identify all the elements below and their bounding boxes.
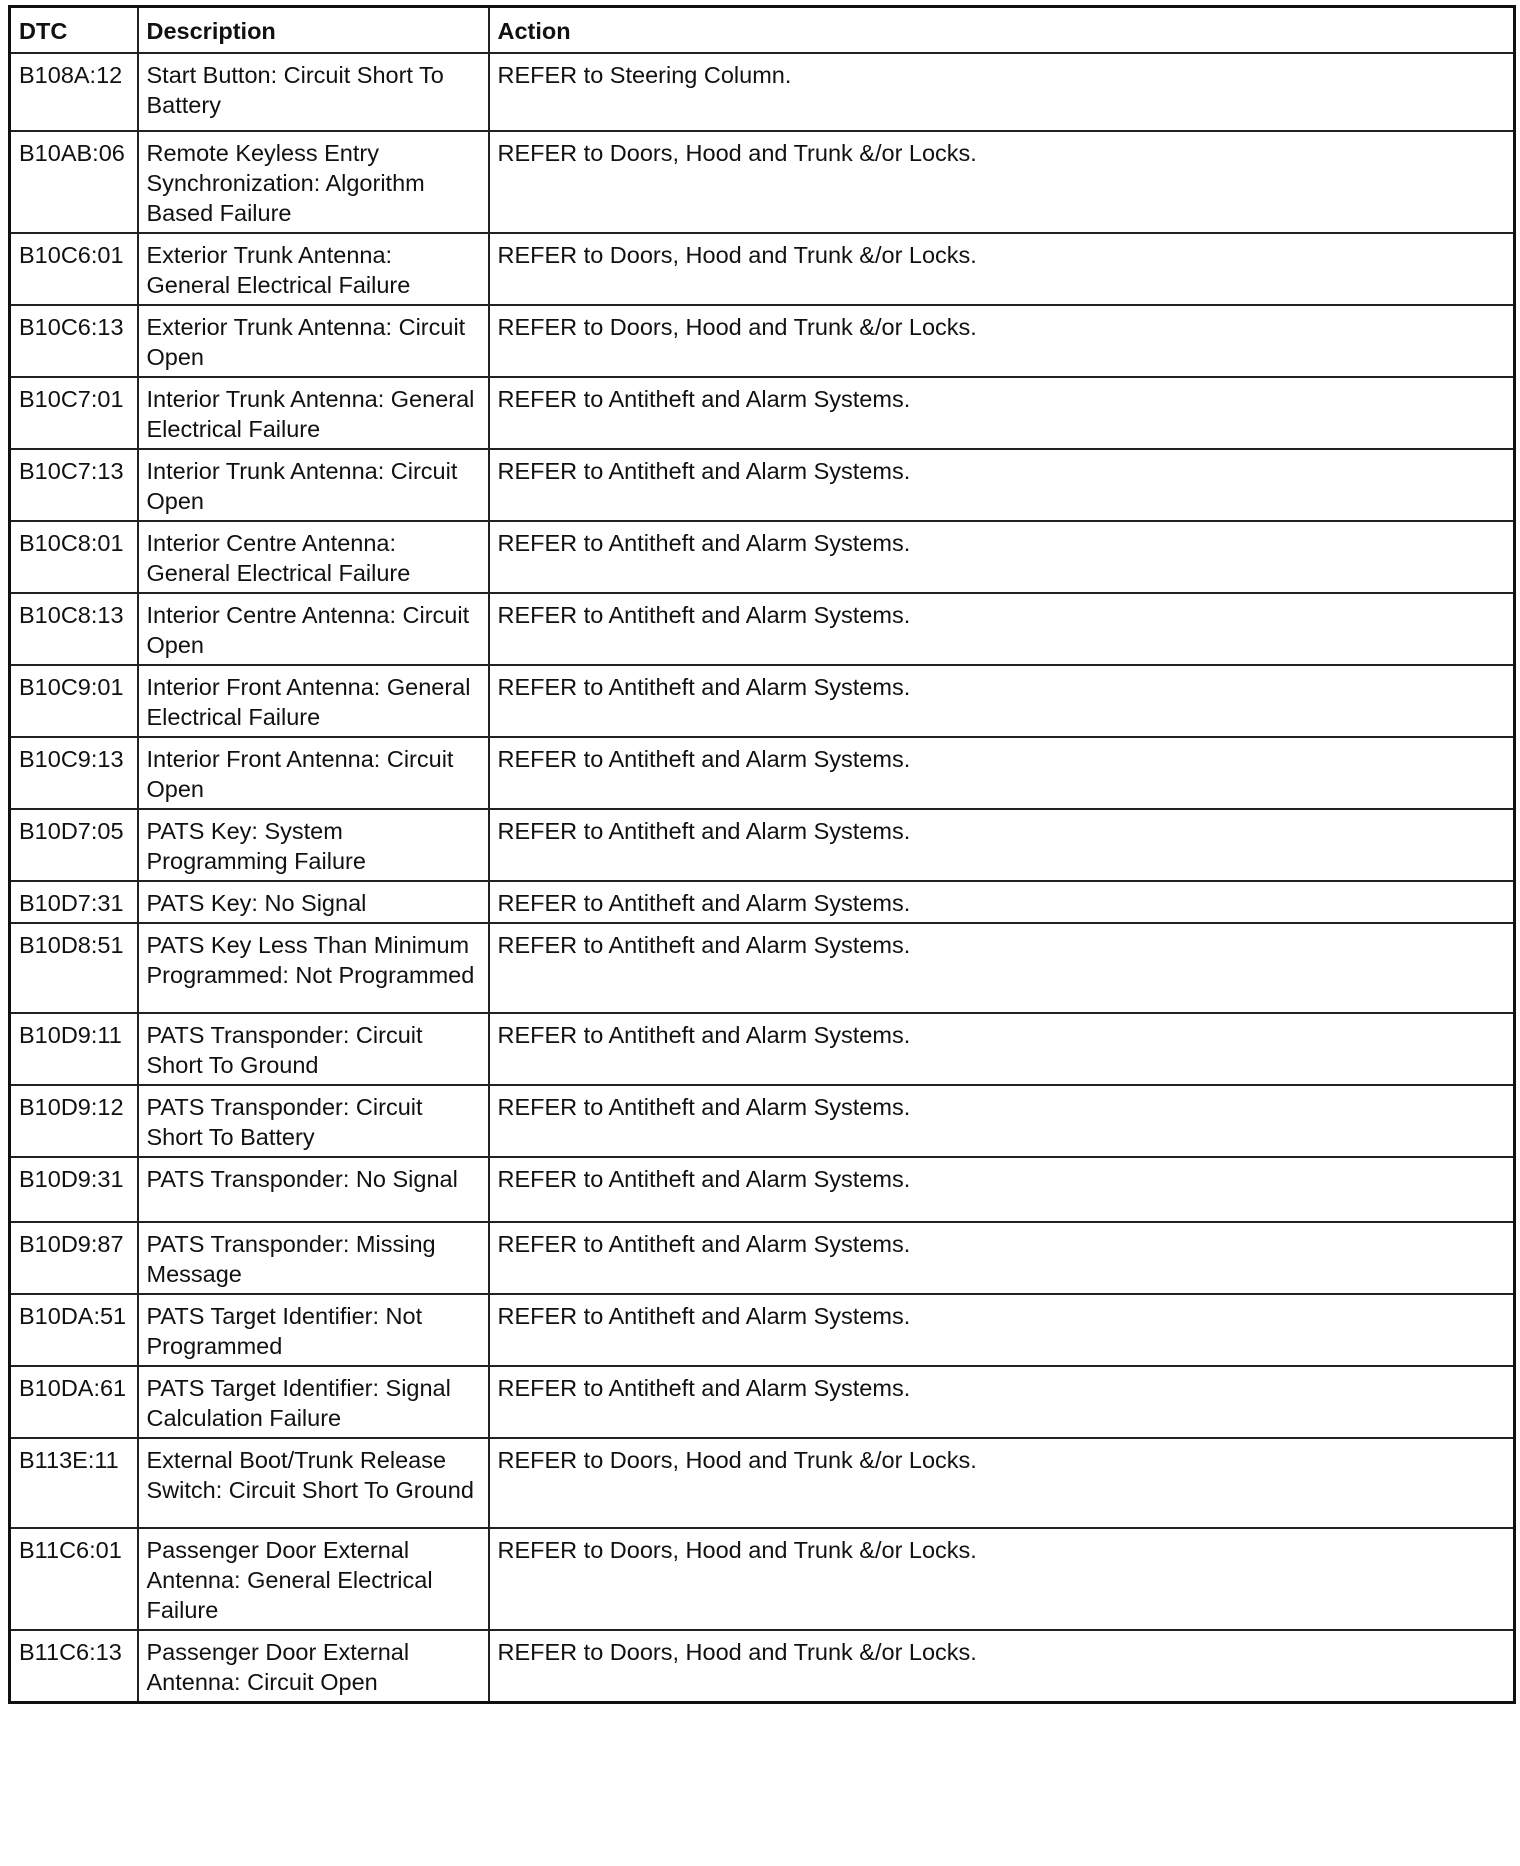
description-cell: PATS Key: System Programming Failure (138, 809, 489, 881)
dtc-cell: B10D8:51 (10, 923, 138, 1013)
table-row (10, 1085, 1515, 1157)
dtc-cell: B108A:12 (10, 53, 138, 131)
dtc-cell: B10D9:11 (10, 1013, 138, 1085)
table-body (10, 53, 1515, 1703)
description-cell: Interior Centre Antenna: Circuit Open (138, 593, 489, 665)
dtc-cell: B113E:11 (10, 1438, 138, 1528)
table-row (10, 593, 1515, 665)
dtc-cell: B10C7:01 (10, 377, 138, 449)
table-row (10, 449, 1515, 521)
action-cell: REFER to Doors, Hood and Trunk &/or Locks. (489, 233, 1515, 305)
table-row (10, 233, 1515, 305)
table-row (10, 1294, 1515, 1366)
action-cell: REFER to Antitheft and Alarm Systems. (489, 1222, 1515, 1294)
action-cell: REFER to Antitheft and Alarm Systems. (489, 881, 1515, 923)
dtc-cell: B10D7:31 (10, 881, 138, 923)
table-row (10, 1013, 1515, 1085)
table-row (10, 521, 1515, 593)
dtc-cell: B10D9:31 (10, 1157, 138, 1222)
action-cell: REFER to Doors, Hood and Trunk &/or Locks. (489, 131, 1515, 233)
description-cell: PATS Transponder: No Signal (138, 1157, 489, 1222)
description-cell: Interior Centre Antenna: General Electrical Failure (138, 521, 489, 593)
dtc-cell: B11C6:01 (10, 1528, 138, 1630)
action-cell: REFER to Antitheft and Alarm Systems. (489, 593, 1515, 665)
description-cell: PATS Key: No Signal (138, 881, 489, 923)
table-row (10, 923, 1515, 1013)
description-cell: Passenger Door External Antenna: Circuit Open (138, 1630, 489, 1703)
column-header-dtc: DTC (10, 7, 138, 54)
description-cell: PATS Transponder: Circuit Short To Ground (138, 1013, 489, 1085)
table-row (10, 377, 1515, 449)
table-row (10, 53, 1515, 131)
dtc-cell: B10C6:01 (10, 233, 138, 305)
description-cell: Start Button: Circuit Short To Battery (138, 53, 489, 131)
dtc-cell: B10C9:13 (10, 737, 138, 809)
dtc-cell: B10DA:51 (10, 1294, 138, 1366)
table-row (10, 665, 1515, 737)
description-cell: Interior Trunk Antenna: General Electrical Failure (138, 377, 489, 449)
action-cell: REFER to Doors, Hood and Trunk &/or Locks. (489, 1438, 1515, 1528)
dtc-cell: B10C7:13 (10, 449, 138, 521)
description-cell: PATS Target Identifier: Signal Calculation Failure (138, 1366, 489, 1438)
table-row (10, 737, 1515, 809)
action-cell: REFER to Antitheft and Alarm Systems. (489, 1085, 1515, 1157)
column-header-description: Description (138, 7, 489, 54)
action-cell: REFER to Doors, Hood and Trunk &/or Locks. (489, 305, 1515, 377)
action-cell: REFER to Doors, Hood and Trunk &/or Locks. (489, 1630, 1515, 1703)
dtc-cell: B11C6:13 (10, 1630, 138, 1703)
dtc-cell: B10C6:13 (10, 305, 138, 377)
dtc-cell: B10D7:05 (10, 809, 138, 881)
action-cell: REFER to Antitheft and Alarm Systems. (489, 809, 1515, 881)
action-cell: REFER to Antitheft and Alarm Systems. (489, 923, 1515, 1013)
description-cell: Interior Front Antenna: General Electrical Failure (138, 665, 489, 737)
description-cell: External Boot/Trunk Release Switch: Circuit Short To Ground (138, 1438, 489, 1528)
table-row (10, 131, 1515, 233)
description-cell: PATS Key Less Than Minimum Programmed: Not Programmed (138, 923, 489, 1013)
dtc-cell: B10D9:87 (10, 1222, 138, 1294)
dtc-cell: B10AB:06 (10, 131, 138, 233)
table-row (10, 809, 1515, 881)
action-cell: REFER to Antitheft and Alarm Systems. (489, 665, 1515, 737)
dtc-cell: B10C9:01 (10, 665, 138, 737)
action-cell: REFER to Antitheft and Alarm Systems. (489, 737, 1515, 809)
description-cell: PATS Transponder: Circuit Short To Battery (138, 1085, 489, 1157)
column-header-action: Action (489, 7, 1515, 54)
dtc-cell: B10D9:12 (10, 1085, 138, 1157)
description-cell: PATS Target Identifier: Not Programmed (138, 1294, 489, 1366)
description-cell: Remote Keyless Entry Synchronization: Algorithm Based Failure (138, 131, 489, 233)
description-cell: PATS Transponder: Missing Message (138, 1222, 489, 1294)
dtc-cell: B10C8:01 (10, 521, 138, 593)
table-row (10, 1366, 1515, 1438)
action-cell: REFER to Antitheft and Alarm Systems. (489, 521, 1515, 593)
action-cell: REFER to Antitheft and Alarm Systems. (489, 1366, 1515, 1438)
description-cell: Interior Trunk Antenna: Circuit Open (138, 449, 489, 521)
table-row (10, 1222, 1515, 1294)
description-cell: Exterior Trunk Antenna: General Electrical Failure (138, 233, 489, 305)
dtc-cell: B10C8:13 (10, 593, 138, 665)
action-cell: REFER to Antitheft and Alarm Systems. (489, 1013, 1515, 1085)
table-row (10, 305, 1515, 377)
table-header-row (10, 7, 1515, 54)
action-cell: REFER to Antitheft and Alarm Systems. (489, 1157, 1515, 1222)
action-cell: REFER to Antitheft and Alarm Systems. (489, 1294, 1515, 1366)
table-row (10, 881, 1515, 923)
dtc-table (8, 5, 1516, 1704)
dtc-cell: B10DA:61 (10, 1366, 138, 1438)
action-cell: REFER to Antitheft and Alarm Systems. (489, 377, 1515, 449)
table-row (10, 1630, 1515, 1703)
action-cell: REFER to Steering Column. (489, 53, 1515, 131)
table-row (10, 1438, 1515, 1528)
action-cell: REFER to Doors, Hood and Trunk &/or Locks. (489, 1528, 1515, 1630)
table-row (10, 1157, 1515, 1222)
description-cell: Passenger Door External Antenna: General Electrical Failure (138, 1528, 489, 1630)
table-row (10, 1528, 1515, 1630)
description-cell: Interior Front Antenna: Circuit Open (138, 737, 489, 809)
description-cell: Exterior Trunk Antenna: Circuit Open (138, 305, 489, 377)
action-cell: REFER to Antitheft and Alarm Systems. (489, 449, 1515, 521)
